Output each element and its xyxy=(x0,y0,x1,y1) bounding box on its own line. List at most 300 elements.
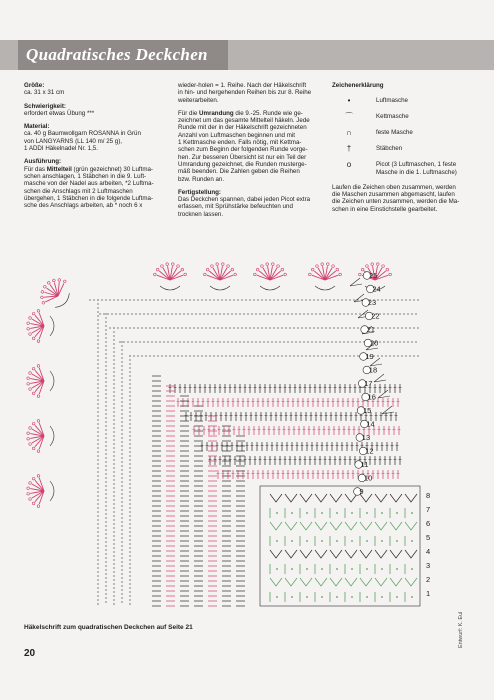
chain-dot xyxy=(257,355,258,356)
chain-dot xyxy=(253,299,254,300)
chain-dot xyxy=(105,299,106,300)
chain-dot xyxy=(243,313,244,314)
chain-dot xyxy=(125,327,126,328)
chain-dot xyxy=(105,429,106,430)
chain-dot xyxy=(121,373,122,374)
chain-dot xyxy=(349,299,350,300)
chain-dot xyxy=(129,439,130,440)
chain-dot xyxy=(101,299,102,300)
mesh-stitch xyxy=(276,540,278,542)
chain-dot xyxy=(207,313,208,314)
chain-dot xyxy=(105,353,106,354)
execution-text: (grün gezeichnet) 30 Luftma- schen anschlagen, 1 Stäbchen in die 9. Luft- masche von der Nadel aus arbeiten, *2 Luftma- schen die Anschlags mit 2 Luftmaschen übergehen, 1 Stäbchen in die folgende Luftma- sche des Anschlags arbeiten, ab * noch 6 x xyxy=(24,165,154,210)
mesh-stitch xyxy=(330,578,342,586)
chain-dot xyxy=(121,445,122,446)
mesh-stitch xyxy=(411,512,413,514)
chain-dot xyxy=(129,327,130,328)
chain-dot xyxy=(133,327,134,328)
mesh-stitch xyxy=(411,596,413,598)
mesh-stitch xyxy=(300,494,312,502)
chain-dot xyxy=(259,341,260,342)
mesh-stitch xyxy=(381,512,383,514)
chain-dot xyxy=(105,541,106,542)
chain-dot xyxy=(93,299,94,300)
chain-dot xyxy=(105,561,106,562)
mesh-stitch xyxy=(411,540,413,542)
chain-dot xyxy=(105,445,106,446)
chain-dot xyxy=(125,299,126,300)
chain-dot xyxy=(121,509,122,510)
chain-dot xyxy=(105,381,106,382)
chain-dot xyxy=(245,327,246,328)
chain-dot xyxy=(105,337,106,338)
chain-dot xyxy=(129,403,130,404)
chain-dot xyxy=(313,299,314,300)
chain-dot xyxy=(105,441,106,442)
chain-dot xyxy=(105,329,106,330)
chain-dot xyxy=(129,555,130,556)
chain-dot xyxy=(113,587,114,588)
difficulty-text: erfordert etwas Übung *** xyxy=(24,109,95,117)
mesh-stitch xyxy=(270,494,282,502)
size-heading: Größe: xyxy=(24,82,45,89)
chain-dot xyxy=(413,327,414,328)
chain-dot xyxy=(113,391,114,392)
chain-dot xyxy=(97,475,98,476)
chain-dot xyxy=(113,363,114,364)
chain-dot xyxy=(105,341,106,342)
crochet-diagram xyxy=(20,256,460,616)
chain-dot xyxy=(97,331,98,332)
chain-dot xyxy=(163,313,164,314)
chain-dot xyxy=(151,313,152,314)
chain-dot xyxy=(105,413,106,414)
chain-dot xyxy=(97,463,98,464)
chain-dot xyxy=(321,327,322,328)
chain-dot xyxy=(129,411,130,412)
chain-dot xyxy=(399,313,400,314)
chain-dot xyxy=(121,493,122,494)
chain-dot xyxy=(121,569,122,570)
chain-dot xyxy=(97,455,98,456)
chain-dot xyxy=(129,447,130,448)
center-panel xyxy=(260,486,420,606)
chain-dot xyxy=(113,559,114,560)
mesh-stitch xyxy=(321,540,323,542)
chain-dot xyxy=(105,433,106,434)
chain-dot xyxy=(247,341,248,342)
chain-dot xyxy=(299,313,300,314)
row-number: 22 xyxy=(371,311,380,321)
chain-dot xyxy=(141,327,142,328)
chain-dot xyxy=(115,313,116,314)
chain-dot xyxy=(343,341,344,342)
chain-dot xyxy=(165,327,166,328)
chain-dot xyxy=(221,299,222,300)
chain-dot xyxy=(287,341,288,342)
chain-dot xyxy=(357,299,358,300)
diagonal-stitch xyxy=(382,406,394,414)
chain-dot xyxy=(145,299,146,300)
chain-dot xyxy=(383,341,384,342)
chain-dot xyxy=(225,355,226,356)
chain-dot xyxy=(113,583,114,584)
mesh-stitch xyxy=(270,522,282,530)
chain-dot xyxy=(273,355,274,356)
chain-dot xyxy=(407,341,408,342)
chain-dot xyxy=(129,495,130,496)
chain-dot xyxy=(213,327,214,328)
row-number: 19 xyxy=(365,352,374,361)
chain-dot xyxy=(121,393,122,394)
chain-dot xyxy=(121,521,122,522)
chain-dot xyxy=(413,355,414,356)
chain-dot xyxy=(113,431,114,432)
chain-dot xyxy=(121,441,122,442)
chain-dot xyxy=(263,341,264,342)
chain-dot xyxy=(97,535,98,536)
chain-dot xyxy=(113,543,114,544)
chain-dot xyxy=(287,313,288,314)
chain-dot xyxy=(345,355,346,356)
chain-dot xyxy=(113,339,114,340)
chain-dot xyxy=(105,513,106,514)
chain-dot xyxy=(105,549,106,550)
legend-row xyxy=(332,97,477,105)
chain-dot xyxy=(353,327,354,328)
chain-dot xyxy=(181,299,182,300)
chain-dot xyxy=(377,299,378,300)
mesh-stitch xyxy=(300,578,312,586)
chain-dot xyxy=(121,469,122,470)
chain-dot xyxy=(279,341,280,342)
chain-dot xyxy=(97,515,98,516)
chain-dot xyxy=(113,555,114,556)
chain-dot xyxy=(341,355,342,356)
dot-icon: • xyxy=(347,96,351,106)
chain-dot xyxy=(97,523,98,524)
chain-dot xyxy=(121,425,122,426)
chain-dot xyxy=(129,359,130,360)
chain-dot xyxy=(97,351,98,352)
chain-dot xyxy=(149,299,150,300)
chain-dot xyxy=(231,341,232,342)
chain-dot xyxy=(97,435,98,436)
chain-dot xyxy=(105,425,106,426)
chain-dot xyxy=(403,341,404,342)
chain-dot xyxy=(97,307,98,308)
chain-dot xyxy=(319,341,320,342)
chain-dot xyxy=(129,371,130,372)
mesh-stitch xyxy=(405,550,417,558)
row-number: 18 xyxy=(368,365,378,375)
chain-dot xyxy=(121,461,122,462)
chain-dot xyxy=(211,341,212,342)
chain-dot xyxy=(129,391,130,392)
chain-dot xyxy=(129,487,130,488)
chain-dot xyxy=(329,355,330,356)
chain-dot xyxy=(113,371,114,372)
chain-dot xyxy=(227,313,228,314)
double-crochet-icon: † xyxy=(346,144,352,154)
chain-dot xyxy=(97,583,98,584)
chain-dot xyxy=(113,475,114,476)
chain-dot xyxy=(121,437,122,438)
chain-dot xyxy=(191,341,192,342)
chain-dot xyxy=(189,327,190,328)
chain-dot xyxy=(129,579,130,580)
chain-dot xyxy=(357,327,358,328)
chain-dot xyxy=(237,355,238,356)
chain-dot xyxy=(105,525,106,526)
chain-dot xyxy=(121,473,122,474)
chain-dot xyxy=(293,355,294,356)
chain-dot xyxy=(129,459,130,460)
chain-dot xyxy=(97,487,98,488)
chain-dot xyxy=(253,327,254,328)
chain-dot xyxy=(397,327,398,328)
chain-dot xyxy=(129,499,130,500)
chain-dot xyxy=(121,453,122,454)
chain-dot xyxy=(121,381,122,382)
chain-dot xyxy=(237,327,238,328)
mesh-stitch xyxy=(366,596,368,598)
chain-dot xyxy=(323,341,324,342)
chain-dot xyxy=(149,355,150,356)
chain-dot xyxy=(97,543,98,544)
row-number: 11 xyxy=(360,460,369,469)
chain-dot xyxy=(213,299,214,300)
chain-dot xyxy=(105,457,106,458)
chain-dot xyxy=(105,577,106,578)
chain-dot xyxy=(417,355,418,356)
chain-dot xyxy=(129,395,130,396)
chain-dot xyxy=(113,531,114,532)
chain-dot xyxy=(105,345,106,346)
material-heading: Material: xyxy=(24,123,50,131)
chain-dot xyxy=(303,313,304,314)
chain-dot xyxy=(145,327,146,328)
chain-dot xyxy=(231,313,232,314)
chain-dot xyxy=(105,533,106,534)
chain-dot xyxy=(105,493,106,494)
chain-dot xyxy=(339,341,340,342)
chain-dot xyxy=(105,421,106,422)
chain-dot xyxy=(113,439,114,440)
chain-dot xyxy=(105,545,106,546)
chain-dot xyxy=(189,299,190,300)
chain-dot xyxy=(165,299,166,300)
chain-dot xyxy=(293,327,294,328)
chain-dot xyxy=(97,547,98,548)
chain-dot xyxy=(165,355,166,356)
chain-dot xyxy=(229,299,230,300)
chain-dot xyxy=(385,327,386,328)
mesh-stitch xyxy=(375,494,387,502)
chain-dot xyxy=(97,395,98,396)
chain-dot xyxy=(301,299,302,300)
chain-dot xyxy=(251,313,252,314)
chain-dot xyxy=(209,355,210,356)
chain-dot xyxy=(121,485,122,486)
chain-dot xyxy=(409,327,410,328)
chain-dot xyxy=(105,373,106,374)
chain-dot xyxy=(127,341,128,342)
chain-dot xyxy=(97,499,98,500)
chain-dot xyxy=(129,383,130,384)
chain-dot xyxy=(97,439,98,440)
chain-dot xyxy=(177,327,178,328)
chain-dot xyxy=(183,341,184,342)
chain-dot xyxy=(105,385,106,386)
mesh-stitch xyxy=(300,550,312,558)
chain-dot xyxy=(113,503,114,504)
chain-dot xyxy=(127,313,128,314)
chain-dot xyxy=(97,375,98,376)
chain-dot xyxy=(129,531,130,532)
chain-dot xyxy=(241,327,242,328)
chain-dot xyxy=(309,327,310,328)
chain-dot xyxy=(113,571,114,572)
chain-dot xyxy=(113,551,114,552)
mesh-stitch xyxy=(315,494,327,502)
chain-dot xyxy=(337,299,338,300)
mesh-stitch xyxy=(375,578,387,586)
legend-label: feste Masche xyxy=(376,129,413,137)
mesh-stitch xyxy=(330,522,342,530)
row-number: 15 xyxy=(363,406,372,415)
chain-dot xyxy=(129,539,130,540)
chain-dot xyxy=(309,355,310,356)
chain-dot xyxy=(241,355,242,356)
chain-dot xyxy=(121,573,122,574)
chain-dot xyxy=(117,299,118,300)
chain-dot xyxy=(121,397,122,398)
border-bold: Umrandung xyxy=(198,109,234,117)
chain-dot xyxy=(105,473,106,474)
chain-dot xyxy=(113,383,114,384)
chain-dot xyxy=(171,313,172,314)
mesh-stitch xyxy=(390,550,402,558)
chain-dot xyxy=(129,527,130,528)
chain-dot xyxy=(321,355,322,356)
chain-dot xyxy=(225,327,226,328)
chain-dot xyxy=(289,327,290,328)
chain-dot xyxy=(129,595,130,596)
chain-dot xyxy=(179,341,180,342)
mesh-stitch xyxy=(375,550,387,558)
chain-dot xyxy=(97,339,98,340)
chain-dot xyxy=(417,327,418,328)
chain-dot xyxy=(129,399,130,400)
row-number: 3 xyxy=(426,561,431,570)
chain-dot xyxy=(113,419,114,420)
chain-dot xyxy=(97,347,98,348)
chain-dot xyxy=(335,313,336,314)
mesh-stitch xyxy=(405,494,417,502)
chain-dot xyxy=(105,565,106,566)
chain-dot xyxy=(329,327,330,328)
chain-dot xyxy=(97,311,98,312)
chain-dot xyxy=(97,563,98,564)
chain-dot xyxy=(97,591,98,592)
chain-dot xyxy=(129,415,130,416)
chain-dot xyxy=(249,355,250,356)
chain-dot xyxy=(111,313,112,314)
chain-dot xyxy=(279,313,280,314)
size-text: ca. 31 x 31 cm xyxy=(24,89,65,97)
chain-dot xyxy=(129,543,130,544)
mesh-stitch xyxy=(276,568,278,570)
chain-dot xyxy=(105,453,106,454)
chain-dot xyxy=(121,341,122,342)
mesh-stitch xyxy=(390,578,402,586)
chain-dot xyxy=(129,423,130,424)
chain-dot xyxy=(173,299,174,300)
chain-dot xyxy=(303,341,304,342)
chain-dot xyxy=(97,327,98,328)
chain-dot xyxy=(105,521,106,522)
mesh-stitch xyxy=(360,550,372,558)
chain-dot xyxy=(105,313,106,314)
chain-dot xyxy=(317,327,318,328)
legend-row xyxy=(332,113,477,121)
chain-dot xyxy=(113,519,114,520)
chain-dot xyxy=(129,355,130,356)
chain-dot xyxy=(129,587,130,588)
chain-dot xyxy=(105,597,106,598)
chain-dot xyxy=(215,341,216,342)
chain-dot xyxy=(217,299,218,300)
chain-dot xyxy=(229,327,230,328)
mesh-stitch xyxy=(315,522,327,530)
instructions-column-2 xyxy=(178,82,323,224)
chain-dot xyxy=(187,341,188,342)
row-number: 4 xyxy=(426,547,431,556)
chain-dot xyxy=(129,583,130,584)
chain-dot xyxy=(121,365,122,366)
chain-dot xyxy=(121,597,122,598)
chain-dot xyxy=(113,331,114,332)
mesh-stitch xyxy=(405,522,417,530)
legend-title: Zeichenerklärung xyxy=(332,82,384,89)
chain-dot xyxy=(311,341,312,342)
chain-dot xyxy=(401,355,402,356)
chain-dot xyxy=(335,341,336,342)
row-number: 12 xyxy=(365,446,374,456)
chain-dot xyxy=(97,371,98,372)
legend-label: Luftmasche xyxy=(376,97,408,105)
chain-dot xyxy=(347,341,348,342)
chain-dot xyxy=(113,355,114,356)
chain-dot xyxy=(179,313,180,314)
diagonal-stitch xyxy=(350,278,362,286)
chain-dot xyxy=(113,335,114,336)
chain-dot xyxy=(105,417,106,418)
chain-dot xyxy=(233,299,234,300)
chain-dot xyxy=(121,457,122,458)
chain-dot xyxy=(129,523,130,524)
finishing-text: Das Deckchen spannen, dabei jeden Picot extra erfassen, mit Sprühstärke befeuchten und trocknen lassen. xyxy=(178,196,311,218)
chain-dot xyxy=(105,517,106,518)
mesh-stitch xyxy=(411,568,413,570)
chain-dot xyxy=(97,383,98,384)
chain-dot xyxy=(291,313,292,314)
chain-dot xyxy=(281,355,282,356)
chain-dot xyxy=(315,341,316,342)
chain-dot xyxy=(129,567,130,568)
mesh-stitch xyxy=(396,512,398,514)
